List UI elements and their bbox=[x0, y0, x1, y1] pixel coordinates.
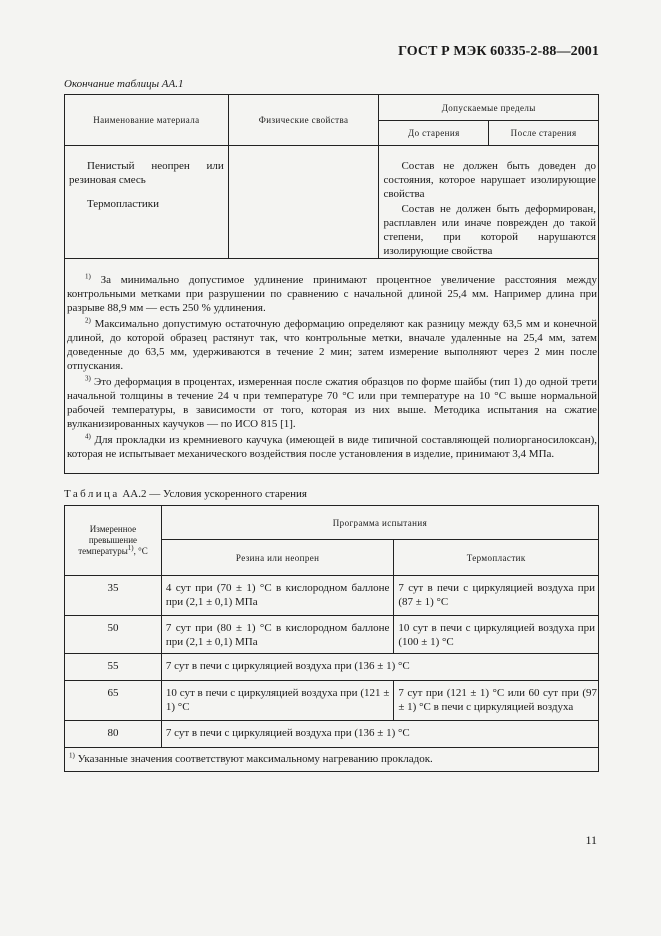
footnote-mark: 1) bbox=[85, 272, 91, 281]
col-material-header: Наименование материала bbox=[65, 95, 229, 146]
standard-header: ГОСТ Р МЭК 60335-2-88—2001 bbox=[398, 44, 599, 59]
col-temp-unit: , °С bbox=[133, 546, 148, 556]
table-row bbox=[65, 616, 599, 654]
temp-cell: 50 bbox=[65, 616, 162, 654]
col-thermo-header: Термопластик bbox=[394, 540, 599, 576]
col-temp-header bbox=[65, 506, 162, 576]
footnote-mark: 2) bbox=[85, 316, 91, 325]
footnotes-cell bbox=[65, 259, 599, 474]
properties-cell bbox=[228, 146, 379, 259]
footnote-mark: 4) bbox=[85, 432, 91, 441]
table-row bbox=[65, 681, 599, 721]
rubber-cell: 10 сут в печи с циркуляцией воздуха при (121 ± 1) °С bbox=[161, 681, 394, 721]
footnote-text: Это деформация в процентах, измеренная после сжатия образцов по форме шайбы (тип 1) до одной трети начальной толщины в течение 24 ч при температуре 70 °С или при температуре на 10 °С выше нормальной рабочей температуры, в зависимости от того, которая из них выше. Методика испытания на сжатие вулканизированных каучуков — по ИСО 815 [1]. bbox=[67, 376, 598, 430]
temp-cell: 35 bbox=[65, 576, 162, 616]
footnote-text: Указанные значения соответствуют максимальному нагреванию прокладок. bbox=[77, 753, 433, 765]
temp-cell: 80 bbox=[65, 721, 162, 748]
temp-cell: 65 bbox=[65, 681, 162, 721]
material-2: Термопластики bbox=[87, 198, 160, 210]
col-temp-mark: 1) bbox=[127, 544, 134, 552]
col-limits-header: Допускаемые пределы bbox=[379, 95, 599, 121]
footnote-mark: 3) bbox=[85, 374, 91, 383]
footnote-text: За минимально допустимое удлинение принимают процентное увеличение расстояния между контрольными метками при разрушении по сравнению с начальной длиной 25,4 мм. Например длина при разрыве 88,9 мм — есть 250 % удлинения. bbox=[67, 274, 598, 314]
table-row bbox=[65, 576, 599, 616]
rubber-cell: 7 сут при (80 ± 1) °С в кислородном баллоне при (2,1 ± 0,1) МПа bbox=[161, 616, 394, 654]
table-aa1 bbox=[64, 94, 599, 474]
footnote-text: Для прокладки из кремниевого каучука (имеющей в виде типичной составляющей полиорганосилоксан), которая не испытывает механического воздействия после установления в изделие, принимают 3,4 МПа. bbox=[67, 434, 597, 460]
footnote bbox=[67, 317, 597, 373]
rubber-cell: 4 сут при (70 ± 1) °С в кислородном баллоне при (2,1 ± 0,1) МПа bbox=[161, 576, 394, 616]
program-header: Программа испытания bbox=[161, 506, 598, 540]
merged-cell: 7 сут в печи с циркуляцией воздуха при (136 ± 1) °С bbox=[161, 654, 598, 681]
thermo-cell: 10 сут в печи с циркуляцией воздуха при (100 ± 1) °С bbox=[394, 616, 599, 654]
page-number: 11 bbox=[585, 833, 597, 847]
col-rubber-header: Резина или неопрен bbox=[161, 540, 394, 576]
caption-word: Таблица bbox=[64, 488, 120, 500]
col-temp-label: Измеренное превышение температуры bbox=[78, 524, 138, 556]
thermo-cell: 7 сут в печи с циркуляцией воздуха при (87 ± 1) °С bbox=[394, 576, 599, 616]
footnote-mark: 1) bbox=[69, 751, 75, 760]
after-aging-2: Состав не должен быть деформирован, расплавлен или иначе поврежден до такой степени, при которой нарушаются изолирующие свойства bbox=[383, 203, 596, 257]
col-after-header: После старения bbox=[489, 121, 599, 146]
after-aging-cell bbox=[379, 146, 599, 259]
footnote bbox=[67, 433, 597, 461]
footnote bbox=[67, 375, 597, 431]
table-aa2-footnote bbox=[65, 748, 599, 772]
table-aa2-caption bbox=[64, 488, 307, 500]
table-row bbox=[65, 721, 599, 748]
caption-title: АА.2 — Условия ускоренного старения bbox=[122, 488, 307, 500]
thermo-cell: 7 сут при (121 ± 1) °С или 60 сут при (97 ± 1) °С в печи с циркуляцией воздуха bbox=[394, 681, 599, 721]
merged-cell: 7 сут в печи с циркуляцией воздуха при (136 ± 1) °С bbox=[161, 721, 598, 748]
material-cell bbox=[65, 146, 229, 259]
temp-cell: 55 bbox=[65, 654, 162, 681]
table-row bbox=[65, 654, 599, 681]
footnote-text: Максимально допустимую остаточную деформацию определяют как разницу между 63,5 мм и конечной длиной, до которой образец растянут так, что контрольные метки, вначале удаленные на 25,4 мм, затем доведенные до 63,5 мм, удерживаются в течение 2 мин; затем измерение выполняют через 2 мин после отпускания. bbox=[67, 318, 598, 372]
footnote bbox=[67, 273, 597, 315]
col-properties-header: Физические свойства bbox=[228, 95, 379, 146]
table-aa2 bbox=[64, 505, 599, 772]
material-1: Пенистый неопрен или резиновая смесь bbox=[69, 160, 224, 186]
col-before-header: До старения bbox=[379, 121, 489, 146]
table-continuation-label: Окончание таблицы АА.1 bbox=[64, 78, 184, 90]
after-aging-1: Состав не должен быть доведен до состояния, которое нарушает изолирующие свойства bbox=[383, 160, 596, 200]
